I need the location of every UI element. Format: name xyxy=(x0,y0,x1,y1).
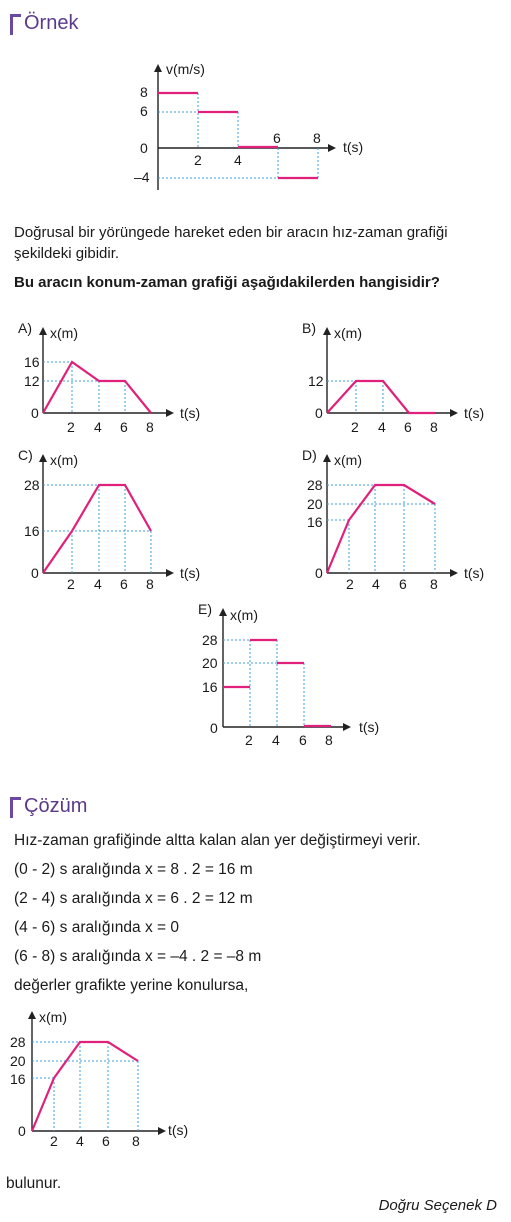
r-x-label: t(s) xyxy=(168,1122,189,1138)
option-a-graph xyxy=(18,320,200,435)
vt-x-tick: 6 xyxy=(273,130,281,146)
e-x-tick: 6 xyxy=(299,732,307,748)
d-y-tick: 28 xyxy=(307,477,323,493)
c-y-tick: 16 xyxy=(24,523,40,539)
c-x-tick: 8 xyxy=(146,576,154,592)
option-b-graph xyxy=(302,320,484,435)
a-y-tick: 16 xyxy=(24,354,40,370)
d-series xyxy=(327,485,435,573)
r-guides xyxy=(32,1042,138,1131)
vt-y-tick: 0 xyxy=(140,140,148,156)
b-guides xyxy=(327,381,383,413)
b-y-arrow-icon xyxy=(323,327,331,335)
d-x-tick: 4 xyxy=(372,576,380,592)
d-x-tick: 2 xyxy=(346,576,354,592)
e-y-label: x(m) xyxy=(230,607,258,623)
d-x-tick: 8 xyxy=(430,576,438,592)
vt-x-tick: 8 xyxy=(313,130,321,146)
a-series xyxy=(43,362,151,413)
solution-title: Çözüm xyxy=(24,795,88,817)
d-x-label: t(s) xyxy=(464,565,485,581)
solution-step: (6 - 8) s aralığında x = –4 . 2 = –8 m xyxy=(14,948,262,965)
option-a-label: A) xyxy=(18,320,32,336)
answer-text: Doğru Seçenek D xyxy=(378,1197,497,1214)
c-series xyxy=(43,485,151,573)
e-x-arrow-icon xyxy=(343,723,351,731)
option-b-label: B) xyxy=(302,320,316,336)
vt-x-tick: 2 xyxy=(194,152,202,168)
a-y-arrow-icon xyxy=(39,327,47,335)
e-x-tick: 8 xyxy=(325,732,333,748)
d-y-tick: 16 xyxy=(307,514,323,530)
r-x-tick: 8 xyxy=(132,1133,140,1149)
vt-y-tick: –4 xyxy=(134,169,150,185)
vt-y-arrow-icon xyxy=(154,64,162,72)
r-x-arrow-icon xyxy=(158,1127,166,1135)
d-y-tick: 0 xyxy=(315,565,323,581)
solution-heading xyxy=(10,795,87,818)
e-x-tick: 2 xyxy=(245,732,253,748)
vt-x-arrow-icon xyxy=(328,144,336,152)
option-d-label: D) xyxy=(302,447,317,463)
vt-x-tick: 4 xyxy=(234,152,242,168)
a-x-arrow-icon xyxy=(166,409,174,417)
d-y-label: x(m) xyxy=(334,452,362,468)
c-x-label: t(s) xyxy=(180,565,201,581)
r-y-tick: 28 xyxy=(10,1034,26,1050)
solution-step: (0 - 2) s aralığında x = 8 . 2 = 16 m xyxy=(14,861,253,878)
c-guides xyxy=(43,485,151,573)
b-y-label: x(m) xyxy=(334,325,362,341)
c-y-tick: 0 xyxy=(31,565,39,581)
e-y-tick: 0 xyxy=(210,720,218,736)
d-x-tick: 6 xyxy=(399,576,407,592)
a-y-tick: 12 xyxy=(24,373,40,389)
example-title: Örnek xyxy=(24,12,79,34)
c-x-arrow-icon xyxy=(166,569,174,577)
e-x-tick: 4 xyxy=(272,732,280,748)
e-guides xyxy=(223,640,304,727)
c-x-tick: 2 xyxy=(67,576,75,592)
result-graph xyxy=(10,1009,188,1149)
b-x-label: t(s) xyxy=(464,405,485,421)
r-y-tick: 0 xyxy=(18,1123,26,1139)
option-c-label: C) xyxy=(18,447,33,463)
d-guides xyxy=(327,485,435,573)
option-d-graph xyxy=(302,447,484,592)
a-x-tick: 8 xyxy=(146,419,154,435)
c-x-tick: 4 xyxy=(94,576,102,592)
question-ask: Bu aracın konum-zaman grafiği aşağıdakilerden hangisidir? xyxy=(14,274,440,291)
d-y-arrow-icon xyxy=(323,454,331,462)
vt-y-label: v(m/s) xyxy=(166,61,205,77)
c-y-label: x(m) xyxy=(50,452,78,468)
option-c-graph xyxy=(18,447,200,592)
vt-y-tick: 8 xyxy=(140,84,148,100)
r-y-tick: 16 xyxy=(10,1071,26,1087)
a-y-label: x(m) xyxy=(50,325,78,341)
r-x-tick: 2 xyxy=(50,1133,58,1149)
solution-step: (4 - 6) s aralığında x = 0 xyxy=(14,919,179,936)
c-y-arrow-icon xyxy=(39,454,47,462)
b-y-tick: 0 xyxy=(315,405,323,421)
b-y-tick: 12 xyxy=(308,373,324,389)
r-y-tick: 20 xyxy=(10,1053,26,1069)
question-text: Doğrusal bir yörüngede hareket eden bir aracın hız-zaman grafiği şekildeki gibidir. xyxy=(14,224,448,262)
solution-end: bulunur. xyxy=(6,1175,62,1192)
b-x-tick: 4 xyxy=(378,419,386,435)
r-y-arrow-icon xyxy=(28,1011,36,1019)
b-x-tick: 6 xyxy=(404,419,412,435)
option-e-graph xyxy=(198,601,379,748)
vt-x-label: t(s) xyxy=(343,139,364,155)
e-y-tick: 16 xyxy=(202,679,218,695)
vt-graph xyxy=(134,61,363,190)
solution-intro: Hız-zaman grafiğinde altta kalan alan yer değiştirmeyi verir. xyxy=(14,832,421,849)
b-x-tick: 8 xyxy=(430,419,438,435)
c-y-tick: 28 xyxy=(24,477,40,493)
c-x-tick: 6 xyxy=(120,576,128,592)
solution-step: (2 - 4) s aralığında x = 6 . 2 = 12 m xyxy=(14,890,253,907)
r-series xyxy=(32,1042,138,1131)
solution-after: değerler grafikte yerine konulursa, xyxy=(14,977,249,994)
heading-bracket-icon xyxy=(10,797,21,818)
d-y-tick: 20 xyxy=(307,496,323,512)
e-y-tick: 20 xyxy=(202,655,218,671)
e-y-arrow-icon xyxy=(219,608,227,616)
r-x-tick: 4 xyxy=(76,1133,84,1149)
a-x-tick: 4 xyxy=(94,419,102,435)
b-x-tick: 2 xyxy=(351,419,359,435)
b-series xyxy=(327,381,435,413)
vt-y-tick: 6 xyxy=(140,103,148,119)
r-x-tick: 6 xyxy=(102,1133,110,1149)
a-y-tick: 0 xyxy=(31,405,39,421)
a-x-tick: 6 xyxy=(120,419,128,435)
e-y-tick: 28 xyxy=(202,632,218,648)
a-x-label: t(s) xyxy=(180,405,201,421)
r-y-label: x(m) xyxy=(39,1009,67,1025)
a-x-tick: 2 xyxy=(67,419,75,435)
d-x-arrow-icon xyxy=(450,569,458,577)
e-x-label: t(s) xyxy=(359,719,380,735)
option-e-label: E) xyxy=(198,601,212,617)
b-x-arrow-icon xyxy=(450,409,458,417)
